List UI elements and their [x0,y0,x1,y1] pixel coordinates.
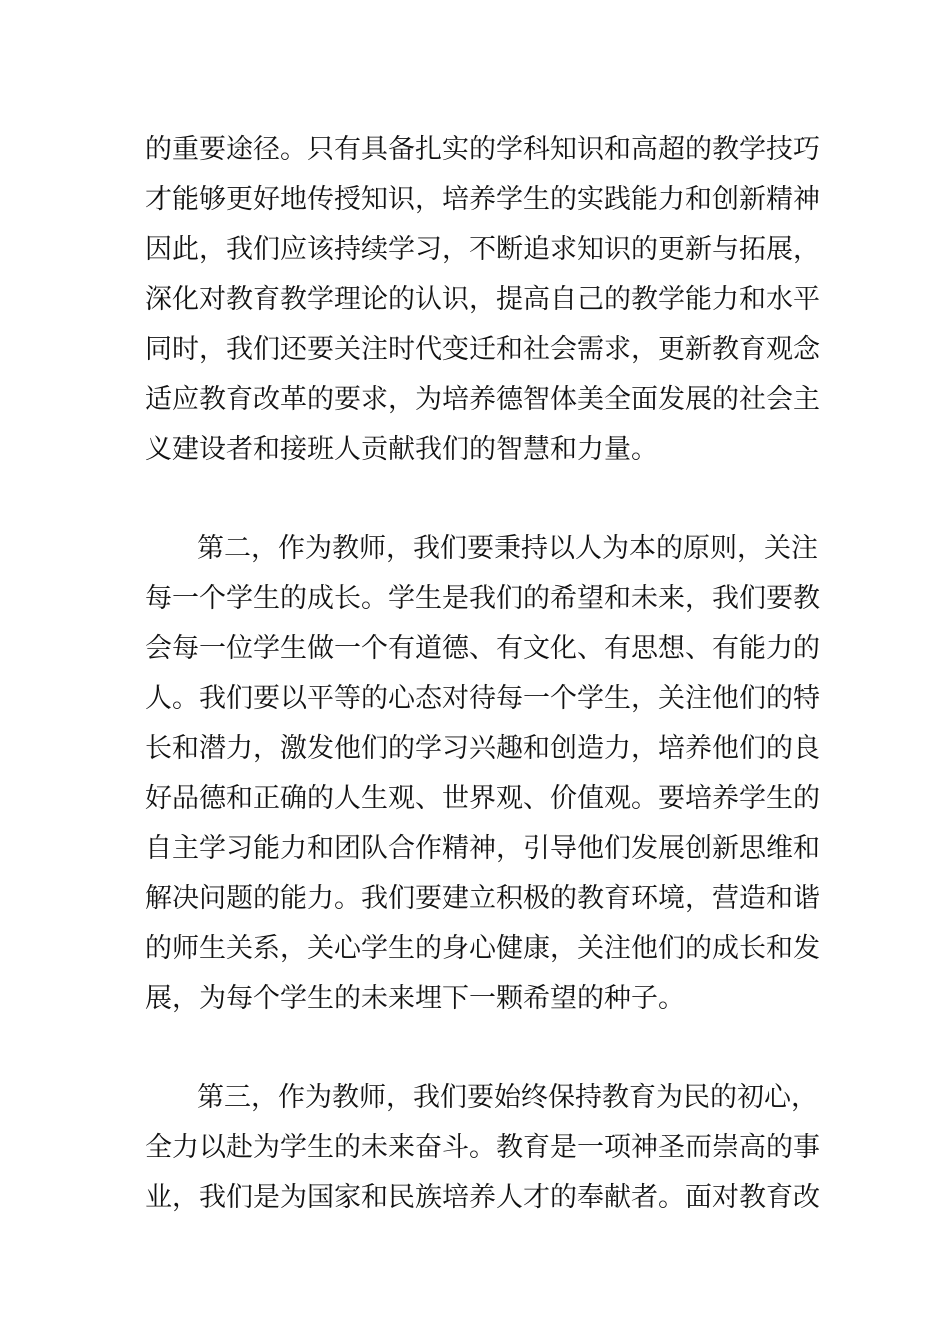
text-line: 的重要途径。只有具备扎实的学科知识和高超的教学技巧 [145,134,820,165]
text-line: 解决问题的能力。我们要建立积极的教育环境，营造和谐 [145,883,820,914]
text-line: 深化对教育教学理论的认识，提高自己的教学能力和水平 [145,284,820,315]
text-line: 展，为每个学生的未来埋下一颗希望的种子。 [145,983,685,1014]
text-line: 的师生关系，关心学生的身心健康，关注他们的成长和发 [145,933,820,964]
text-line: 人。我们要以平等的心态对待每一个学生，关注他们的特 [145,683,820,714]
text-line: 好品德和正确的人生观、世界观、价值观。要培养学生的 [145,783,820,814]
text-line: 因此，我们应该持续学习，不断追求知识的更新与拓展， [145,234,820,265]
text-line: 第三，作为教师，我们要始终保持教育为民的初心， [197,1082,818,1113]
text-line: 会每一位学生做一个有道德、有文化、有思想、有能力的 [145,633,820,664]
text-line: 业，我们是为国家和民族培养人才的奉献者。面对教育改 [145,1182,820,1213]
text-line: 自主学习能力和团队合作精神，引导他们发展创新思维和 [145,833,820,864]
text-line: 长和潜力，激发他们的学习兴趣和创造力，培养他们的良 [145,733,820,764]
text-line: 适应教育改革的要求，为培养德智体美全面发展的社会主 [145,384,820,415]
text-line: 同时，我们还要关注时代变迁和社会需求，更新教育观念 [145,334,820,365]
text-line: 第二，作为教师，我们要秉持以人为本的原则，关注 [197,533,818,564]
text-line: 每一个学生的成长。学生是我们的希望和未来，我们要教 [145,583,820,614]
text-line: 全力以赴为学生的未来奋斗。教育是一项神圣而崇高的事 [145,1132,820,1163]
text-line: 义建设者和接班人贡献我们的智慧和力量。 [145,434,658,465]
text-line: 才能够更好地传授知识，培养学生的实践能力和创新精神 [145,184,820,215]
